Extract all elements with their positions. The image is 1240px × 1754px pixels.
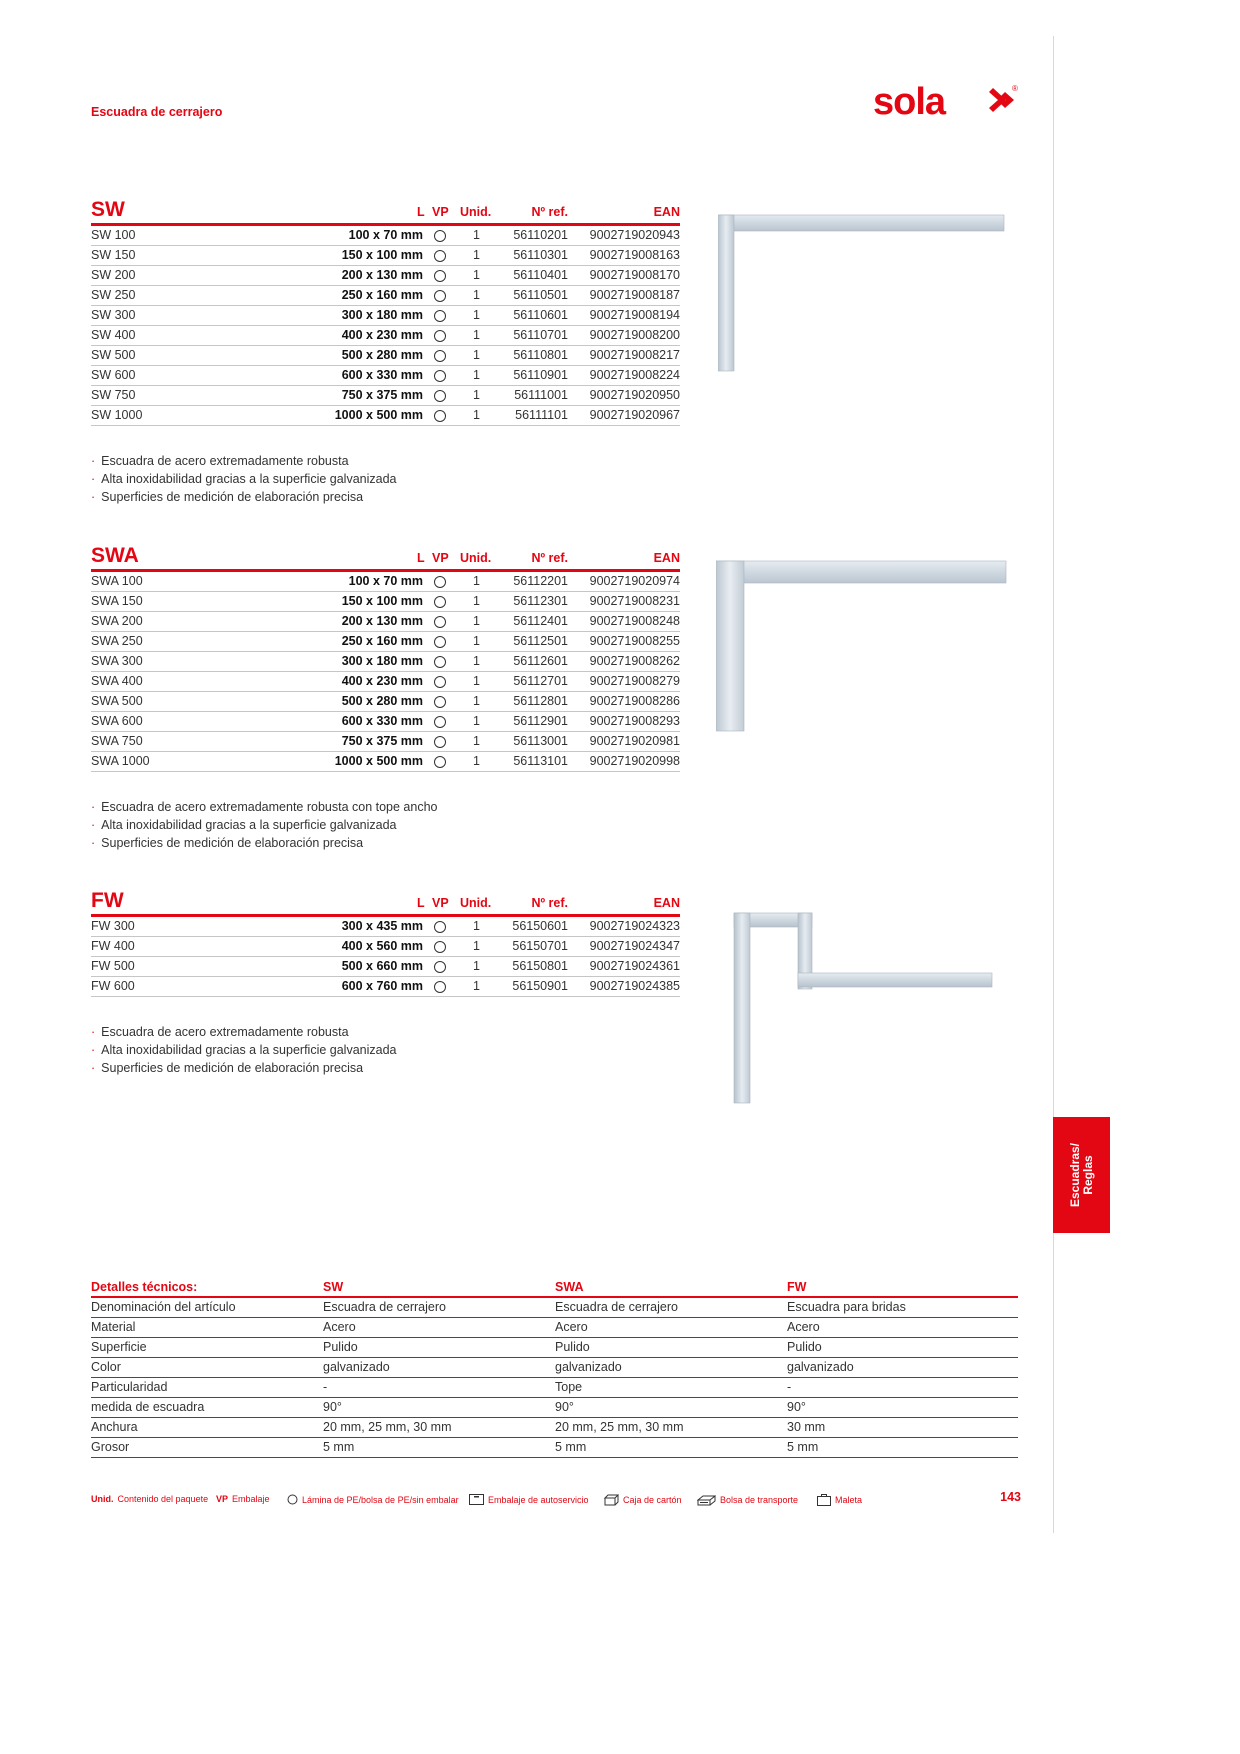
ref-number: 56150901 [512, 979, 568, 993]
model: SWA 250 [91, 634, 143, 648]
model: SWA 150 [91, 594, 143, 608]
circle-icon [434, 390, 446, 402]
model: SW 200 [91, 268, 136, 282]
ean: 9002719020967 [589, 408, 680, 422]
unid: 1 [473, 268, 480, 282]
model: FW 300 [91, 919, 135, 933]
table-row [91, 1318, 1018, 1338]
col-unid: Unid. [460, 896, 492, 910]
footer-legend [91, 1490, 1021, 1510]
col-ean: EAN [653, 896, 680, 910]
size: 500 x 280 mm [341, 348, 423, 362]
table-row [91, 406, 680, 426]
size: 250 x 160 mm [341, 288, 423, 302]
unid: 1 [473, 328, 480, 342]
col-ean: EAN [653, 551, 680, 565]
tech-value-fw: Pulido [787, 1340, 822, 1354]
feature-item: · Superficies de medición de elaboración precisa [91, 1059, 680, 1077]
tech-label: medida de escuadra [91, 1400, 205, 1414]
tech-value-swa: 5 mm [555, 1440, 587, 1454]
feature-list [91, 1023, 680, 1077]
table-row [91, 306, 680, 326]
size: 600 x 330 mm [341, 714, 423, 728]
col-vp: VP [432, 551, 449, 565]
tech-value-fw: Acero [787, 1320, 820, 1334]
unid: 1 [473, 288, 480, 302]
product-rows [91, 917, 680, 997]
ref-number: 56113001 [513, 734, 568, 748]
unid: 1 [473, 939, 480, 953]
table-row [91, 1438, 1018, 1458]
ref-number: 56112801 [513, 694, 568, 708]
ean: 9002719008231 [589, 594, 680, 608]
col-ref: Nº ref. [531, 896, 568, 910]
ref-number: 56112701 [513, 674, 568, 688]
side-tab-line2: Reglas [1080, 1155, 1095, 1195]
feature-item: · Superficies de medición de elaboración precisa [91, 834, 680, 852]
ref-number: 56150801 [512, 959, 568, 973]
table-row [91, 1398, 1018, 1418]
model: SWA 100 [91, 574, 143, 588]
ref-number: 56150701 [512, 939, 568, 953]
product-image-fw [730, 909, 995, 1105]
section-header [91, 890, 680, 917]
circle-icon [434, 290, 446, 302]
table-row [91, 1298, 1018, 1318]
circle-icon [434, 350, 446, 362]
legend-vp-text: Embalaje [232, 1494, 270, 1504]
tech-value-sw: galvanizado [323, 1360, 390, 1374]
ean: 9002719008187 [589, 288, 680, 302]
size: 100 x 70 mm [348, 228, 423, 242]
ean: 9002719020943 [589, 228, 680, 242]
size: 1000 x 500 mm [334, 408, 423, 422]
circle-icon [434, 676, 446, 688]
table-row [91, 326, 680, 346]
legend-unid [91, 1494, 208, 1504]
size: 750 x 375 mm [341, 388, 423, 402]
feature-item: · Escuadra de acero extremadamente robusta con tope ancho [91, 798, 680, 816]
table-row [91, 712, 680, 732]
tech-value-swa: 20 mm, 25 mm, 30 mm [555, 1420, 684, 1434]
unid: 1 [473, 734, 480, 748]
col-ref: Nº ref. [531, 205, 568, 219]
circle-icon [434, 696, 446, 708]
circle-icon [434, 981, 446, 993]
ean: 9002719020974 [589, 574, 680, 588]
table-row [91, 752, 680, 772]
unid: 1 [473, 634, 480, 648]
unid: 1 [473, 368, 480, 382]
tech-value-fw: Escuadra para bridas [787, 1300, 906, 1314]
size: 300 x 180 mm [341, 308, 423, 322]
ref-number: 56112201 [513, 574, 568, 588]
ref-number: 56150601 [512, 919, 568, 933]
size: 750 x 375 mm [341, 734, 423, 748]
size: 200 x 130 mm [341, 268, 423, 282]
legend-unid-text: Contenido del paquete [117, 1494, 209, 1504]
feature-item: · Escuadra de acero extremadamente robusta [91, 1023, 680, 1041]
legend-lamina-text: Lámina de PE/bolsa de PE/sin embalar [302, 1494, 459, 1505]
ean: 9002719008163 [589, 248, 680, 262]
size: 250 x 160 mm [341, 634, 423, 648]
ean: 9002719008262 [589, 654, 680, 668]
table-row [91, 286, 680, 306]
tech-value-fw: 5 mm [787, 1440, 819, 1454]
section-header [91, 199, 680, 226]
tech-header-label: Detalles técnicos: [91, 1280, 198, 1294]
model: SWA 750 [91, 734, 143, 748]
table-row [91, 732, 680, 752]
col-ean: EAN [653, 205, 680, 219]
margin-rule [1053, 36, 1054, 1533]
tech-value-fw: 30 mm [787, 1420, 826, 1434]
feature-list [91, 452, 680, 506]
ref-number: 56110801 [513, 348, 568, 362]
tech-label: Denominación del artículo [91, 1300, 236, 1314]
unid: 1 [473, 654, 480, 668]
tech-value-swa: 90° [555, 1400, 574, 1414]
ref-number: 56110701 [513, 328, 568, 342]
legend-bolsa [697, 1494, 798, 1506]
tech-value-sw: - [323, 1380, 328, 1394]
registered-mark: ® [1012, 84, 1018, 93]
feature-list [91, 798, 680, 852]
size: 150 x 100 mm [341, 594, 423, 608]
legend-vp [216, 1494, 270, 1504]
size: 200 x 130 mm [341, 614, 423, 628]
unid: 1 [473, 574, 480, 588]
circle-icon [434, 370, 446, 382]
table-row [91, 977, 680, 997]
table-row [91, 386, 680, 406]
section-title: SWA [91, 544, 139, 567]
table-row [91, 652, 680, 672]
technical-details-table [91, 1280, 1018, 1458]
feature-item: · Superficies de medición de elaboración precisa [91, 488, 680, 506]
hang-pack-icon [469, 1494, 484, 1505]
table-row [91, 632, 680, 652]
col-ref: Nº ref. [531, 551, 568, 565]
tech-value-sw: 20 mm, 25 mm, 30 mm [323, 1420, 452, 1434]
unid: 1 [473, 408, 480, 422]
legend-vp-abbr: VP [216, 1494, 229, 1504]
table-row [91, 1418, 1018, 1438]
ean: 9002719024385 [589, 979, 680, 993]
legend-autoservicio [469, 1494, 589, 1505]
ref-number: 56110901 [513, 368, 568, 382]
unid: 1 [473, 594, 480, 608]
legend-lamina [287, 1494, 459, 1505]
ean: 9002719008255 [589, 634, 680, 648]
ean: 9002719008248 [589, 614, 680, 628]
ref-number: 56110401 [513, 268, 568, 282]
col-unid: Unid. [460, 205, 492, 219]
ref-number: 56113101 [513, 754, 568, 768]
model: SW 100 [91, 228, 136, 242]
tech-value-fw: galvanizado [787, 1360, 854, 1374]
section-fw [91, 890, 680, 1077]
ref-number: 56112501 [513, 634, 568, 648]
size: 300 x 180 mm [341, 654, 423, 668]
table-row [91, 226, 680, 246]
tech-value-fw: - [787, 1380, 792, 1394]
unid: 1 [473, 979, 480, 993]
table-row [91, 246, 680, 266]
model: SWA 600 [91, 714, 143, 728]
table-row [91, 917, 680, 937]
carton-box-icon [604, 1494, 619, 1506]
circle-icon [434, 736, 446, 748]
model: SWA 1000 [91, 754, 150, 768]
ean: 9002719008293 [589, 714, 680, 728]
ean: 9002719024323 [589, 919, 680, 933]
model: FW 600 [91, 979, 135, 993]
feature-item: · Alta inoxidabilidad gracias a la superficie galvanizada [91, 470, 680, 488]
ean: 9002719020981 [589, 734, 680, 748]
feature-item: · Alta inoxidabilidad gracias a la superficie galvanizada [91, 816, 680, 834]
suitcase-icon [817, 1494, 831, 1506]
size: 400 x 230 mm [341, 674, 423, 688]
section-sw [91, 199, 680, 506]
col-vp: VP [432, 205, 449, 219]
unid: 1 [473, 308, 480, 322]
ean: 9002719024347 [589, 939, 680, 953]
legend-bolsa-text: Bolsa de transporte [720, 1495, 799, 1505]
size: 600 x 330 mm [341, 368, 423, 382]
unid: 1 [473, 694, 480, 708]
circle-icon [434, 330, 446, 342]
circle-icon [434, 941, 446, 953]
tech-value-sw: Pulido [323, 1340, 358, 1354]
unid: 1 [473, 959, 480, 973]
model: SW 400 [91, 328, 136, 342]
tech-label: Particularidad [91, 1380, 168, 1394]
tech-header-fw: FW [787, 1280, 807, 1294]
model: SWA 400 [91, 674, 143, 688]
table-row [91, 672, 680, 692]
model: SWA 200 [91, 614, 143, 628]
product-image-swa [716, 558, 1008, 734]
size: 400 x 230 mm [341, 328, 423, 342]
legend-caja [604, 1494, 682, 1506]
size: 400 x 560 mm [341, 939, 423, 953]
sola-logo [873, 82, 1023, 123]
circle-icon [434, 230, 446, 242]
circle-icon [434, 716, 446, 728]
size: 150 x 100 mm [341, 248, 423, 262]
table-row [91, 346, 680, 366]
logo-wordmark: sola [873, 82, 946, 118]
table-row [91, 612, 680, 632]
circle-icon [434, 656, 446, 668]
circle-icon [434, 250, 446, 262]
tech-value-sw: Acero [323, 1320, 356, 1334]
tech-value-swa: Acero [555, 1320, 588, 1334]
feature-item: · Alta inoxidabilidad gracias a la superficie galvanizada [91, 1041, 680, 1059]
size: 500 x 660 mm [341, 959, 423, 973]
ean: 9002719008217 [589, 348, 680, 362]
section-header [91, 545, 680, 572]
ref-number: 56111001 [514, 388, 568, 402]
tech-value-swa: Pulido [555, 1340, 590, 1354]
product-rows [91, 226, 680, 426]
ref-number: 56112901 [513, 714, 568, 728]
circle-icon [434, 410, 446, 422]
ean: 9002719008200 [589, 328, 680, 342]
tech-label: Superficie [91, 1340, 147, 1354]
ref-number: 56112601 [513, 654, 568, 668]
ean: 9002719008279 [589, 674, 680, 688]
model: SW 1000 [91, 408, 143, 422]
tech-label: Color [91, 1360, 121, 1374]
legend-autoservicio-text: Embalaje de autoservicio [488, 1494, 589, 1505]
tech-value-swa: Tope [555, 1380, 583, 1394]
ean: 9002719008170 [589, 268, 680, 282]
transport-bag-icon [697, 1494, 716, 1506]
model: SW 300 [91, 308, 136, 322]
size: 500 x 280 mm [341, 694, 423, 708]
tech-value-swa: Escuadra de cerrajero [555, 1300, 678, 1314]
ref-number: 56110501 [513, 288, 568, 302]
table-row [91, 937, 680, 957]
table-row [91, 572, 680, 592]
table-row [91, 692, 680, 712]
table-row [91, 592, 680, 612]
tech-value-sw: 90° [323, 1400, 342, 1414]
ref-number: 56110201 [513, 228, 568, 242]
tech-label: Anchura [91, 1420, 138, 1434]
tech-value-fw: 90° [787, 1400, 806, 1414]
legend-maleta [817, 1494, 862, 1506]
tech-header-sw: SW [323, 1280, 344, 1294]
side-tab-escuadras-reglas[interactable] [1053, 1117, 1110, 1233]
ref-number: 56111101 [515, 408, 568, 422]
circle-icon [434, 310, 446, 322]
product-rows [91, 572, 680, 772]
ref-number: 56112301 [513, 594, 568, 608]
table-row [91, 957, 680, 977]
tech-header [91, 1280, 1018, 1298]
unid: 1 [473, 228, 480, 242]
unid: 1 [473, 614, 480, 628]
circle-icon [434, 921, 446, 933]
legend-caja-text: Caja de cartón [623, 1495, 682, 1505]
size: 1000 x 500 mm [334, 754, 423, 768]
model: SWA 500 [91, 694, 143, 708]
model: SW 250 [91, 288, 136, 302]
side-tab-line1: Escuadras/ [1067, 1142, 1082, 1208]
ean: 9002719024361 [589, 959, 680, 973]
circle-icon [434, 270, 446, 282]
tech-value-swa: galvanizado [555, 1360, 622, 1374]
ref-number: 56112401 [513, 614, 568, 628]
section-title: FW [91, 889, 124, 912]
size: 600 x 760 mm [341, 979, 423, 993]
page-header-title: Escuadra de cerrajero [91, 105, 223, 119]
model: FW 500 [91, 959, 135, 973]
col-unid: Unid. [460, 551, 492, 565]
size: 100 x 70 mm [348, 574, 423, 588]
unid: 1 [473, 714, 480, 728]
tech-label: Material [91, 1320, 136, 1334]
unid: 1 [473, 348, 480, 362]
tech-label: Grosor [91, 1440, 130, 1454]
model: FW 400 [91, 939, 135, 953]
product-image-sw [718, 213, 1008, 373]
unid: 1 [473, 388, 480, 402]
circle-icon [434, 616, 446, 628]
legend-unid-abbr: Unid. [91, 1494, 114, 1504]
table-row [91, 1358, 1018, 1378]
col-vp: VP [432, 896, 449, 910]
unid: 1 [473, 754, 480, 768]
col-l: L [417, 896, 425, 910]
circle-icon [434, 596, 446, 608]
col-l: L [417, 205, 425, 219]
circle-icon [287, 1494, 298, 1505]
model: SW 600 [91, 368, 136, 382]
circle-icon [434, 756, 446, 768]
ref-number: 56110601 [513, 308, 568, 322]
circle-icon [434, 576, 446, 588]
size: 300 x 435 mm [341, 919, 423, 933]
circle-icon [434, 961, 446, 973]
table-row [91, 1378, 1018, 1398]
ean: 9002719020950 [589, 388, 680, 402]
feature-item: · Escuadra de acero extremadamente robusta [91, 452, 680, 470]
ean: 9002719020998 [589, 754, 680, 768]
model: SWA 300 [91, 654, 143, 668]
ean: 9002719008286 [589, 694, 680, 708]
unid: 1 [473, 919, 480, 933]
ean: 9002719008224 [589, 368, 680, 382]
unid: 1 [473, 674, 480, 688]
model: SW 150 [91, 248, 136, 262]
page-number: 143 [1000, 1490, 1021, 1504]
section-title: SW [91, 198, 125, 221]
legend-maleta-text: Maleta [835, 1495, 863, 1505]
unid: 1 [473, 248, 480, 262]
tech-value-sw: 5 mm [323, 1440, 355, 1454]
section-swa [91, 545, 680, 852]
circle-icon [434, 636, 446, 648]
ean: 9002719008194 [589, 308, 680, 322]
tech-value-sw: Escuadra de cerrajero [323, 1300, 446, 1314]
col-l: L [417, 551, 425, 565]
model: SW 750 [91, 388, 136, 402]
table-row [91, 366, 680, 386]
model: SW 500 [91, 348, 136, 362]
tech-header-swa: SWA [555, 1280, 584, 1294]
table-row [91, 1338, 1018, 1358]
table-row [91, 266, 680, 286]
ref-number: 56110301 [513, 248, 568, 262]
